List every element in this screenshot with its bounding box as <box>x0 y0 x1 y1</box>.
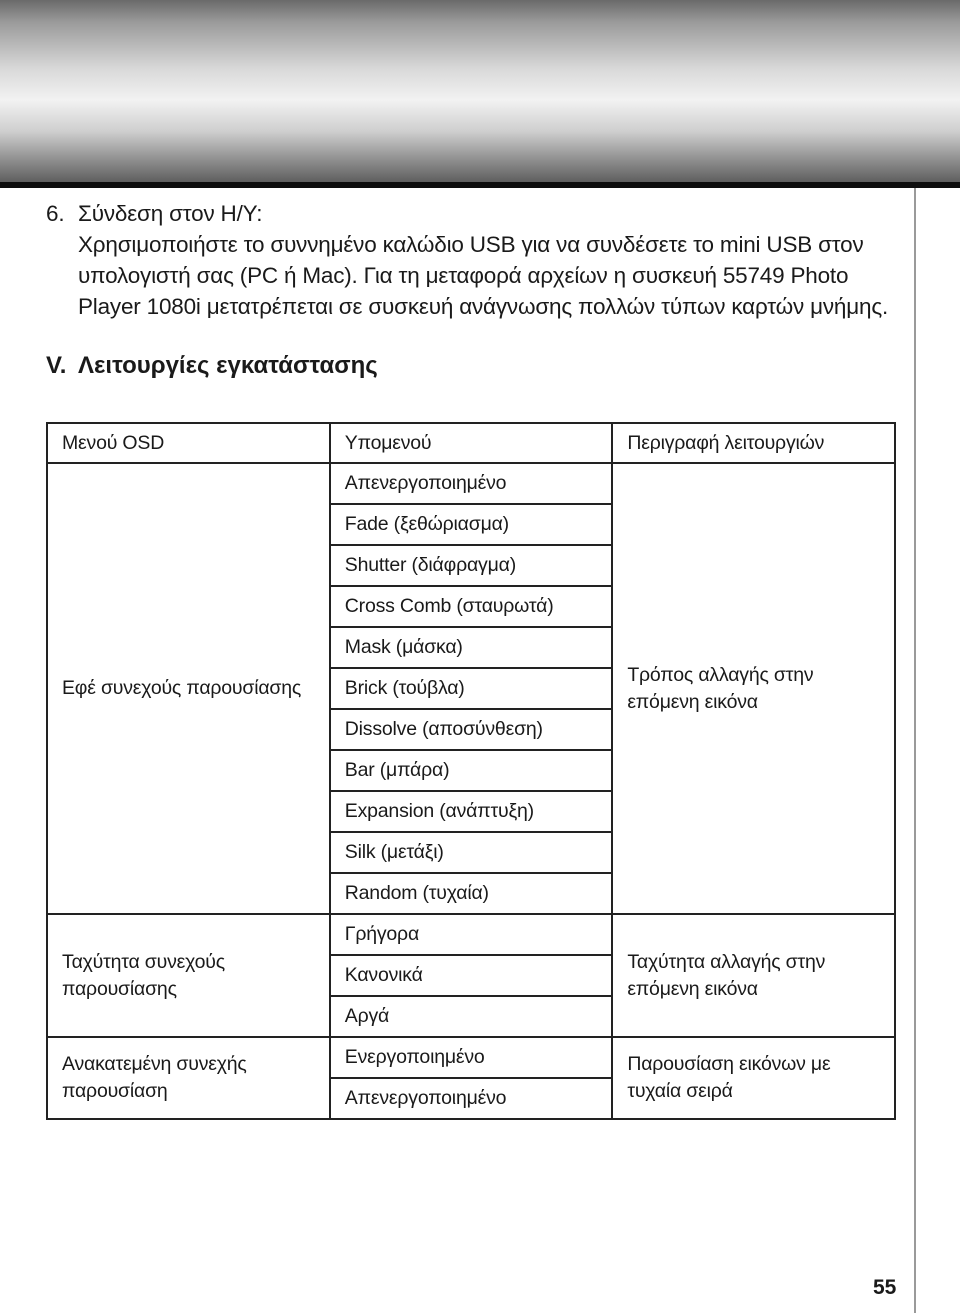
description-cell-slideshow-effect: Τρόπος αλλαγής στην επόμενη εικόνα <box>612 463 895 914</box>
osd-settings-table <box>46 422 896 1120</box>
table-row <box>47 1037 895 1078</box>
submenu-cell: Ενεργοποιημένο <box>330 1037 613 1078</box>
submenu-cell: Silk (μετάξι) <box>330 832 613 873</box>
submenu-cell: Γρήγορα <box>330 914 613 955</box>
table-header-row <box>47 423 895 463</box>
section-6-number: 6. <box>46 201 65 226</box>
submenu-cell: Bar (μπάρα) <box>330 750 613 791</box>
submenu-cell: Dissolve (αποσύνθεση) <box>330 709 613 750</box>
header-submenu: Υπομενού <box>330 423 613 463</box>
section-v-title: Λειτουργίες εγκατάστασης <box>78 352 378 379</box>
submenu-cell: Mask (μάσκα) <box>330 627 613 668</box>
submenu-cell: Expansion (ανάπτυξη) <box>330 791 613 832</box>
section-6-heading: Σύνδεση στον Η/Υ: <box>78 201 263 226</box>
menu-cell-slideshow-speed: Ταχύτητα συνεχούς παρουσίασης <box>47 914 330 1037</box>
table-row <box>47 914 895 955</box>
table-row <box>47 463 895 504</box>
header-separator-bar <box>0 182 960 188</box>
right-margin-rule <box>914 188 916 1313</box>
submenu-cell: Random (τυχαία) <box>330 873 613 914</box>
submenu-cell: Κανονικά <box>330 955 613 996</box>
submenu-cell: Fade (ξεθώριασμα) <box>330 504 613 545</box>
submenu-cell: Brick (τούβλα) <box>330 668 613 709</box>
section-v-heading <box>46 352 378 380</box>
section-v-number: V. <box>46 352 67 379</box>
submenu-cell: Αργά <box>330 996 613 1037</box>
header-description: Περιγραφή λειτουργιών <box>612 423 895 463</box>
description-cell-slideshow-speed: Ταχύτητα αλλαγής στην επόμενη εικόνα <box>612 914 895 1037</box>
header-osd-menu: Μενού OSD <box>47 423 330 463</box>
submenu-cell: Shutter (διάφραγμα) <box>330 545 613 586</box>
header-gradient-band <box>0 0 960 182</box>
page-number: 55 <box>873 1276 897 1299</box>
section-6-body: Χρησιμοποιήστε το συννημένο καλώδιο USB για να συνδέσετε το mini USB στον υπολογιστή σας (PC ή Mac). Για τη μεταφορά αρχείων η συσκευή 55749 Photo Player 1080i μετατρέπεται σε συσκευή ανάγνωσης πολλών τύπων καρτών μνήμης. <box>78 232 889 319</box>
submenu-cell: Απενεργοποιημένο <box>330 463 613 504</box>
menu-cell-shuffle-slideshow: Ανακατεμένη συνεχής παρουσίαση <box>47 1037 330 1119</box>
submenu-cell: Cross Comb (σταυρωτά) <box>330 586 613 627</box>
menu-cell-slideshow-effect: Εφέ συνεχούς παρουσίασης <box>47 463 330 914</box>
submenu-cell: Απενεργοποιημένο <box>330 1078 613 1119</box>
description-cell-shuffle-slideshow: Παρουσίαση εικόνων με τυχαία σειρά <box>612 1037 895 1119</box>
